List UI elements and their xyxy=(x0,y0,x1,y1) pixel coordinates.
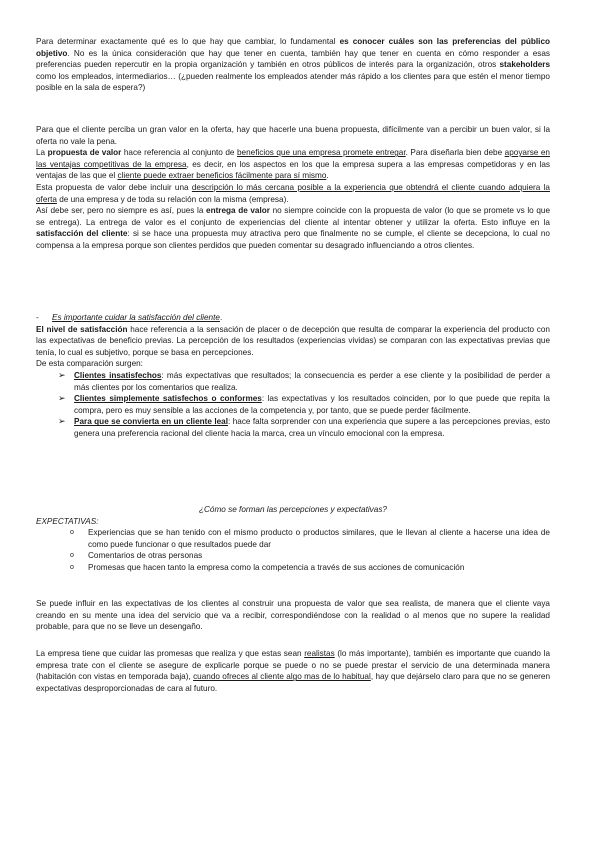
bold-text: entrega de valor xyxy=(206,206,270,216)
intro-paragraph xyxy=(36,36,550,94)
arrow-bullet-icon: ➢ xyxy=(58,416,66,427)
paragraph-text: Para que el cliente perciba un gran valor en la oferta, hay que hacerle una buena propuesta, difícilmente van a percibir un buen valor, si la oferta no vale la pena. xyxy=(36,125,550,146)
paragraph-text xyxy=(36,36,550,94)
item-title: Clientes simplemente satisfechos o conformes xyxy=(74,394,262,404)
value-proposition-section xyxy=(36,124,550,252)
list-item xyxy=(36,527,550,550)
list-item xyxy=(36,393,550,416)
circle-bullet-icon: o xyxy=(70,563,74,571)
influence-paragraph xyxy=(36,598,550,633)
item-text: : más expectativas que resultados; la consecuencia es perder a ese cliente y la posibilidad de perder a más clientes por los comentarios que realiza. xyxy=(74,370,551,392)
text-run: , hay que dejárselo claro para que no se generen expectativas desproporcionadas de cara al futuro. xyxy=(36,672,551,693)
text-run: . xyxy=(219,313,223,322)
expectations-label: EXPECTATIVAS: xyxy=(36,516,99,526)
item-text: Promesas que hacen tanto la empresa como la competencia a través de sus acciones de comunicación xyxy=(88,562,465,572)
bold-text: El nivel de satisfacción xyxy=(36,324,128,334)
item-text: Experiencias que se han tenido con el mismo producto o productos similares, que le llevan al cliente a hacerse una idea de como puede funcionar o que resultados puede dar xyxy=(88,528,550,549)
underlined-text: apoyarse en las ventajas competitivas de la empresa xyxy=(36,148,550,169)
underlined-text: realistas xyxy=(304,649,335,658)
section-title: ¿Cómo se forman las percepciones y expectativas? xyxy=(199,505,387,514)
paragraph-text xyxy=(36,205,550,251)
text-run: La xyxy=(36,148,48,158)
dash-marker: - xyxy=(36,313,39,322)
paragraph-text xyxy=(36,147,550,182)
text-run: Para determinar exactamente qué es lo que hay que cambiar, lo fundamental xyxy=(36,37,340,46)
text-run: hace referencia al conjunto de xyxy=(121,148,237,158)
bold-text: stakeholders xyxy=(499,60,550,70)
item-text: Comentarios de otras personas xyxy=(88,551,203,561)
text-run: Esta propuesta de valor debe incluir una xyxy=(36,182,192,192)
paragraph-text: Se puede influir en las expectativas de los clientes al construir una propuesta de valor que sea realista, de manera que el cliente vaya creando en su mente una idea del servicio que va a recibir, correspondiéndose con la realidad o al menos que no supere la realidad probable, para que no se lleve un desengaño. xyxy=(36,599,550,632)
underlined-text: descripción lo más cercana posible a la experiencia que obtendrá el cliente cuando adquiera la oferta xyxy=(36,182,550,204)
text-run: . No es la única consideración que hay que tener en cuenta, también hay que tener en cuenta en cómo responder a esas preferencias pueden repercutir en la propia organización y también en otros públicos de interés para la organización, otros xyxy=(36,48,550,70)
text-run: hace referencia a la sensación de placer o de decepción que resulta de comparar la experiencia del producto con las expectativas de beneficio previas. La percepción de los resultados (experiencias vividas) se comparan con las expectativas previas que tenía, lo cual es subjetivo, porque se basa en percepciones. xyxy=(36,324,550,357)
text-run: . Para diseñarla bien debe xyxy=(405,148,505,158)
item-text: : las expectativas y los resultados coinciden, por lo que puede que repita la compra, pero es muy sensible a las acciones de la competencia y, por tanto, que se puede perder fácilmente. xyxy=(74,394,550,415)
item-title: Clientes insatisfechos xyxy=(74,370,162,380)
bold-text: propuesta de valor xyxy=(47,148,122,158)
expectations-section xyxy=(36,504,550,574)
underlined-text: beneficios que una empresa promete entregar xyxy=(236,148,406,158)
list-item xyxy=(36,416,550,439)
item-title: Para que se convierta en un cliente leal xyxy=(74,417,228,427)
bold-text: satisfacción del cliente xyxy=(36,229,128,239)
text-run: (lo más importante), también es importante que cuando la empresa trate con el cliente se asegure de explicarle porque se puede o no se puede prestar el servicio de una determinada manera (habitación con vistas en temporada baja), xyxy=(36,649,550,682)
text-run: . xyxy=(326,171,329,181)
paragraph-text xyxy=(36,182,550,205)
list-item xyxy=(36,550,550,562)
text-run: , es decir, en los aspectos en los que la empresa supera a las empresas competidoras y en las ventajas de las que el xyxy=(36,159,550,181)
arrow-bullet-icon: ➢ xyxy=(58,369,66,380)
promises-paragraph xyxy=(36,648,550,694)
text-run: : si se hace una propuesta muy atractiva pero que finalmente no se cumple, el cliente se decepciona, lo cual no compensa a la empresa porque son clientes perdidos que pueden comentar su desagrado influenciando a otros clientes. xyxy=(36,229,550,250)
circle-bullet-icon: o xyxy=(70,529,74,537)
underlined-text: cuando ofreces al cliente algo mas de lo habitual xyxy=(193,672,371,682)
expectations-list xyxy=(36,527,550,573)
underlined-text: cliente puede extraer beneficios fácilmente para sí mismo xyxy=(117,171,327,181)
text-run: de una empresa y de toda su relación con la misma (empresa). xyxy=(56,194,289,204)
paragraph-text xyxy=(36,324,550,359)
list-item xyxy=(36,370,550,393)
text-run: como los empleados, intermediarios… (¿pueden realmente los empleados atender más rápido a los clientes para que estén el menor tiempo posible en la sala de espera?) xyxy=(36,71,550,93)
customer-types-list xyxy=(36,370,550,440)
text-run: Así debe ser, pero no siempre es así, pues la xyxy=(36,206,207,216)
section-heading xyxy=(36,312,550,324)
arrow-bullet-icon: ➢ xyxy=(58,393,66,404)
text-run: La empresa tiene que cuidar las promesas que realiza y que estas sean xyxy=(36,649,305,658)
paragraph-text: De esta comparación surgen: xyxy=(36,359,143,369)
text-run: no siempre coincide con la propuesta de valor (lo que se promete vs lo que se entrega). La entrega de valor es el conjunto de experiencias del cliente al intentar obtener y utilizar la oferta. Esto influye en la xyxy=(36,206,550,227)
paragraph-text xyxy=(36,648,550,694)
bold-text: es conocer cuáles son las preferencias del público objetivo xyxy=(36,37,550,58)
heading-text: Es importante cuidar la satisfacción del cliente xyxy=(52,313,220,322)
item-text: : hace falta sorprender con una experiencia que supere a las percepciones previas, esto genera una preferencia racional del cliente hacia la marca, crea un vínculo emocional con la empresa. xyxy=(74,417,550,438)
circle-bullet-icon: o xyxy=(70,552,74,560)
list-item xyxy=(36,562,550,574)
satisfaction-section xyxy=(36,312,550,440)
